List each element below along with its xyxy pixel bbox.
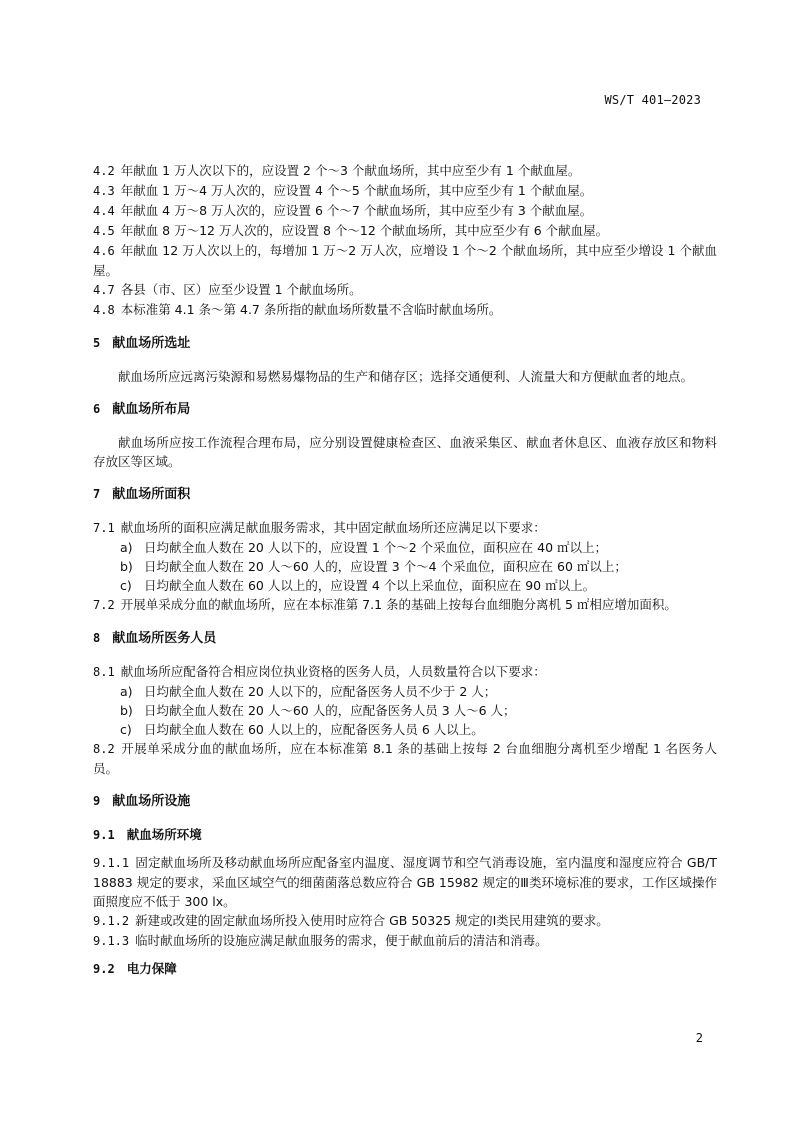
list-item: c) 日均献全血人数在 60 人以上的，应配备医务人员 6 人以上。	[120, 722, 484, 737]
clause-8-2: 8.2 开展单采成分血的献血场所，应在本标准第 8.1 条的基础上按每 2 台血细胞分离机至少增配 1 名医务人员。	[93, 741, 717, 776]
section-5-heading: 5 献血场所选址	[93, 336, 191, 351]
list-item: b) 日均献全血人数在 20 人～60 人的，应配备医务人员 3 人～6 人；	[120, 703, 516, 718]
page-number: 2	[695, 1031, 703, 1045]
clause-9-1-3: 9.1.3 临时献血场所的设施应满足献血服务的需求，便于献血前后的清洁和消毒。	[93, 933, 548, 948]
section-7-heading: 7 献血场所面积	[93, 487, 191, 502]
subsection-9-2-heading: 9.2 电力保障	[93, 961, 177, 976]
clause-4-5: 4.5 年献血 8 万～12 万人次的，应设置 8 个～12 个献血场所，其中应至少有 6 个献血屋。	[93, 223, 609, 238]
clause-4-2: 4.2 年献血 1 万人次以下的，应设置 2 个～3 个献血场所，其中应至少有 1 个献血屋。	[93, 163, 581, 178]
clause-7-2: 7.2 开展单采成分血的献血场所，应在本标准第 7.1 条的基础上按每台血细胞分离机 5 ㎡相应增加面积。	[93, 597, 677, 612]
list-item: a) 日均献全血人数在 20 人以下的，应设置 1 个～2 个采血位，面积应在 40 ㎡以上；	[120, 540, 608, 555]
page-content	[93, 161, 717, 987]
section-4-items	[93, 161, 717, 320]
clause-9-1-1: 9.1.1 固定献血场所及移动献血场所应配备室内温度、湿度调节和空气消毒设施，室内温度和湿度应符合 GB/T 18883 规定的要求，采血区域空气的细菌菌落总数应符合 GB 15982 规定的Ⅲ类环境标准的要求，工作区域操作面照度应不低于 300 lx。	[93, 855, 717, 909]
clause-4-4: 4.4 年献血 4 万～8 万人次的，应设置 6 个～7 个献血场所，其中应至少有 3 个献血屋。	[93, 203, 593, 218]
clause-7-1: 7.1 献血场所的面积应满足献血服务需求，其中固定献血场所还应满足以下要求：	[93, 520, 546, 535]
section-5-body: 献血场所应远离污染源和易燃易爆物品的生产和储存区；选择交通便利、人流量大和方便献血者的地点。	[118, 369, 694, 384]
list-item: c) 日均献全血人数在 60 人以上的，应设置 4 个以上采血位，面积应在 90 ㎡以上。	[120, 578, 596, 593]
list-item: a) 日均献全血人数在 20 人以下的，应配备医务人员不少于 2 人；	[120, 684, 497, 699]
standard-code: WS/T 401—2023	[604, 93, 701, 107]
clause-4-8: 4.8 本标准第 4.1 条～第 4.7 条所指的献血场所数量不含临时献血场所。	[93, 302, 502, 317]
clause-9-1-2: 9.1.2 新建或改建的固定献血场所投入使用时应符合 GB 50325 规定的Ⅰ类民用建筑的要求。	[93, 913, 609, 928]
section-8-heading: 8 献血场所医务人员	[93, 631, 217, 646]
clause-4-7: 4.7 各县（市、区）应至少设置 1 个献血场所。	[93, 282, 362, 297]
section-6-heading: 6 献血场所布局	[93, 402, 191, 417]
clause-4-6: 4.6 年献血 12 万人次以上的，每增加 1 万～2 万人次，应增设 1 个～2 个献血场所，其中应至少增设 1 个献血屋。	[93, 243, 717, 278]
subsection-9-1-heading: 9.1 献血场所环境	[93, 827, 202, 842]
section-9-heading: 9 献血场所设施	[93, 794, 191, 809]
section-6-body: 献血场所应按工作流程合理布局，应分别设置健康检查区、血液采集区、献血者休息区、血液存放区和物料存放区等区域。	[93, 435, 717, 469]
list-item: b) 日均献全血人数在 20 人～60 人的，应设置 3 个～4 个采血位，面积应在 60 ㎡以上；	[120, 559, 627, 574]
clause-4-3: 4.3 年献血 1 万～4 万人次的，应设置 4 个～5 个献血场所，其中应至少有 1 个献血屋。	[93, 183, 593, 198]
clause-8-1: 8.1 献血场所应配备符合相应岗位执业资格的医务人员，人员数量符合以下要求：	[93, 664, 546, 679]
